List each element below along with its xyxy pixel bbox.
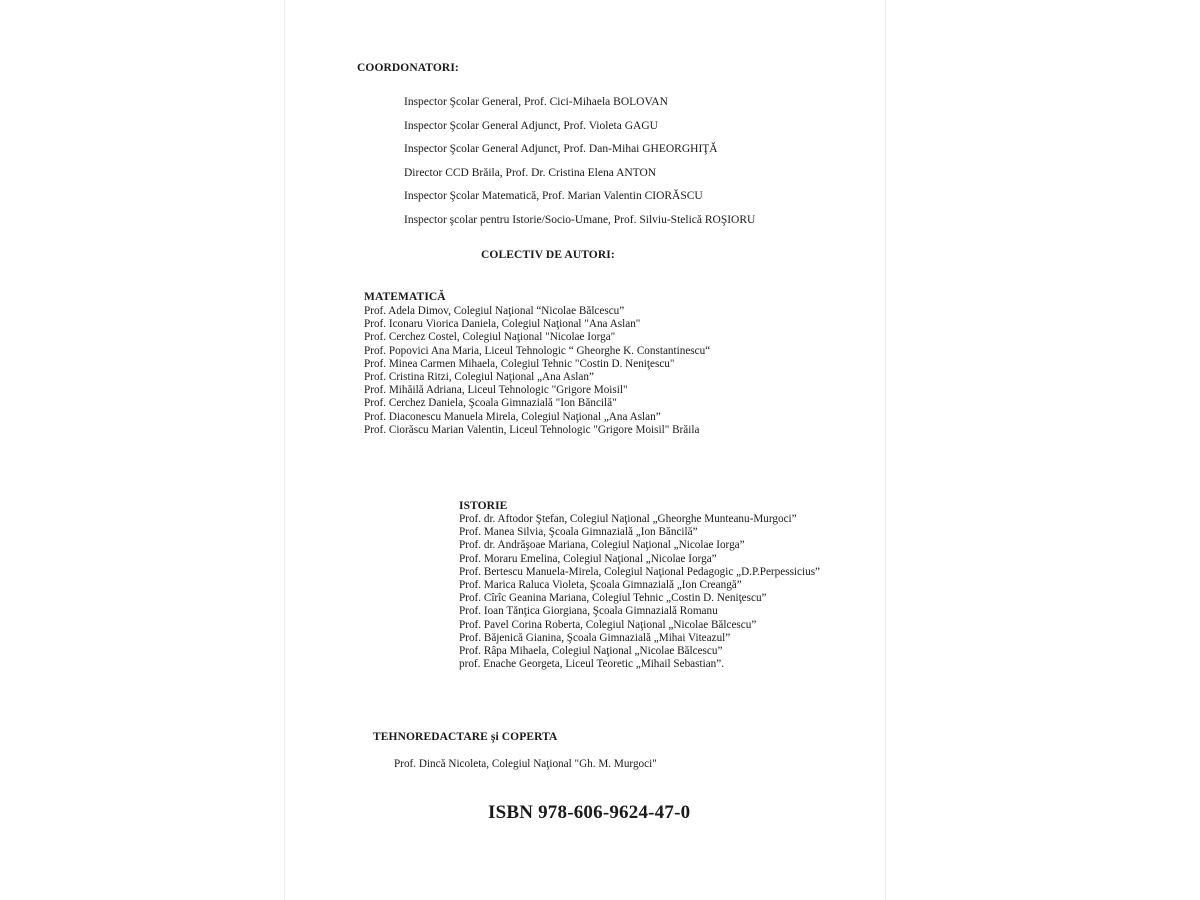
coordonator-item: Inspector Şcolar General, Prof. Cici-Mihaela BOLOVAN	[404, 96, 668, 108]
author-item: prof. Enache Georgeta, Liceul Teoretic „Mihail Sebastian”.	[459, 658, 725, 671]
author-item: Prof. Manea Silvia, Şcoala Gimnazială „Ion Băncilă”	[459, 526, 698, 539]
isbn-number: ISBN 978-606-9624-47-0	[488, 802, 691, 823]
author-item: Prof. Ioan Tănţica Giorgiana, Şcoala Gimnazială Romanu	[459, 605, 718, 618]
author-item: Prof. Cîrîc Geanina Mariana, Colegiul Tehnic „Costin D. Neniţescu”	[459, 592, 767, 605]
author-item: Prof. dr. Andrăşoae Mariana, Colegiul Naţional „Nicolae Iorga”	[459, 539, 745, 552]
author-item: Prof. Băjenică Gianina, Şcoala Gimnazială „Mihai Viteazul”	[459, 631, 731, 644]
author-item: Prof. Diaconescu Manuela Mirela, Colegiul Naţional „Ana Aslan”	[364, 410, 661, 423]
author-item: Prof. Râpa Mihaela, Colegiul Naţional „Nicolae Bălcescu”	[459, 644, 723, 657]
tehnoredactare-credit: Prof. Dincă Nicoleta, Colegiul Naţional "Gh. M. Murgoci"	[394, 758, 657, 770]
coordonator-item: Inspector Şcolar Matematică, Prof. Marian Valentin CIORĂSCU	[404, 190, 703, 202]
coordonator-item: Inspector şcolar pentru Istorie/Socio-Umane, Prof. Silviu-Stelică ROŞIORU	[404, 213, 756, 226]
author-item: Prof. Cerchez Costel, Colegiul Naţional "Nicolae Iorga"	[364, 331, 616, 344]
matematica-heading: MATEMATICĂ	[364, 291, 446, 303]
coordonator-item: Director CCD Brăila, Prof. Dr. Cristina Elena ANTON	[404, 166, 657, 179]
author-item: Prof. Moraru Emelina, Colegiul Naţional „Nicolae Iorga”	[459, 552, 717, 565]
coordonator-item: Inspector Şcolar General Adjunct, Prof. Dan-Mihai GHEORGHIŢĂ	[404, 143, 718, 155]
coordonatori-list	[404, 94, 755, 235]
author-item: Prof. Mihăilă Adriana, Liceul Tehnologic "Grigore Moisil"	[364, 384, 628, 397]
author-item: Prof. Popovici Ana Maria, Liceul Tehnologic “ Gheorghe K. Constantinescu“	[364, 344, 711, 357]
author-item: Prof. Minea Carmen Mihaela, Colegiul Tehnic "Costin D. Neniţescu"	[364, 357, 675, 370]
coordonatori-heading: COORDONATORI:	[357, 62, 459, 74]
author-item: Prof. Marica Raluca Violeta, Şcoala Gimnazială „Ion Creangă”	[459, 578, 742, 591]
author-item: Prof. Cristina Ritzi, Colegiul Naţional „Ana Aslan”	[364, 370, 594, 383]
istorie-heading: ISTORIE	[459, 500, 508, 512]
author-item: Prof. Cerchez Daniela, Şcoala Gimnazială "Ion Băncilă"	[364, 397, 617, 410]
tehnoredactare-heading: TEHNOREDACTARE şi COPERTA	[373, 731, 558, 743]
author-item: Prof. Pavel Corina Roberta, Colegiul Naţional „Nicolae Bălcescu”	[459, 618, 757, 631]
matematica-author-list	[364, 305, 710, 437]
author-item: Prof. Bertescu Manuela-Mirela, Colegiul Naţional Pedagogic „D.P.Perpessicius”	[459, 565, 821, 578]
coordonator-item: Inspector Şcolar General Adjunct, Prof. Violeta GAGU	[404, 119, 658, 132]
author-item: Prof. Ciorăscu Marian Valentin, Liceul Tehnologic "Grigore Moisil" Brăila	[364, 423, 700, 436]
author-item: Prof. Iconaru Viorica Daniela, Colegiul Naţional "Ana Aslan"	[364, 318, 641, 331]
istorie-author-list	[459, 513, 820, 671]
author-item: Prof. dr. Aftodor Ştefan, Colegiul Naţional „Gheorghe Munteanu-Murgoci”	[459, 513, 797, 525]
author-item: Prof. Adela Dimov, Colegiul Naţional “Nicolae Bălcescu”	[364, 305, 625, 317]
colectiv-autori-heading: COLECTIV DE AUTORI:	[481, 249, 615, 261]
